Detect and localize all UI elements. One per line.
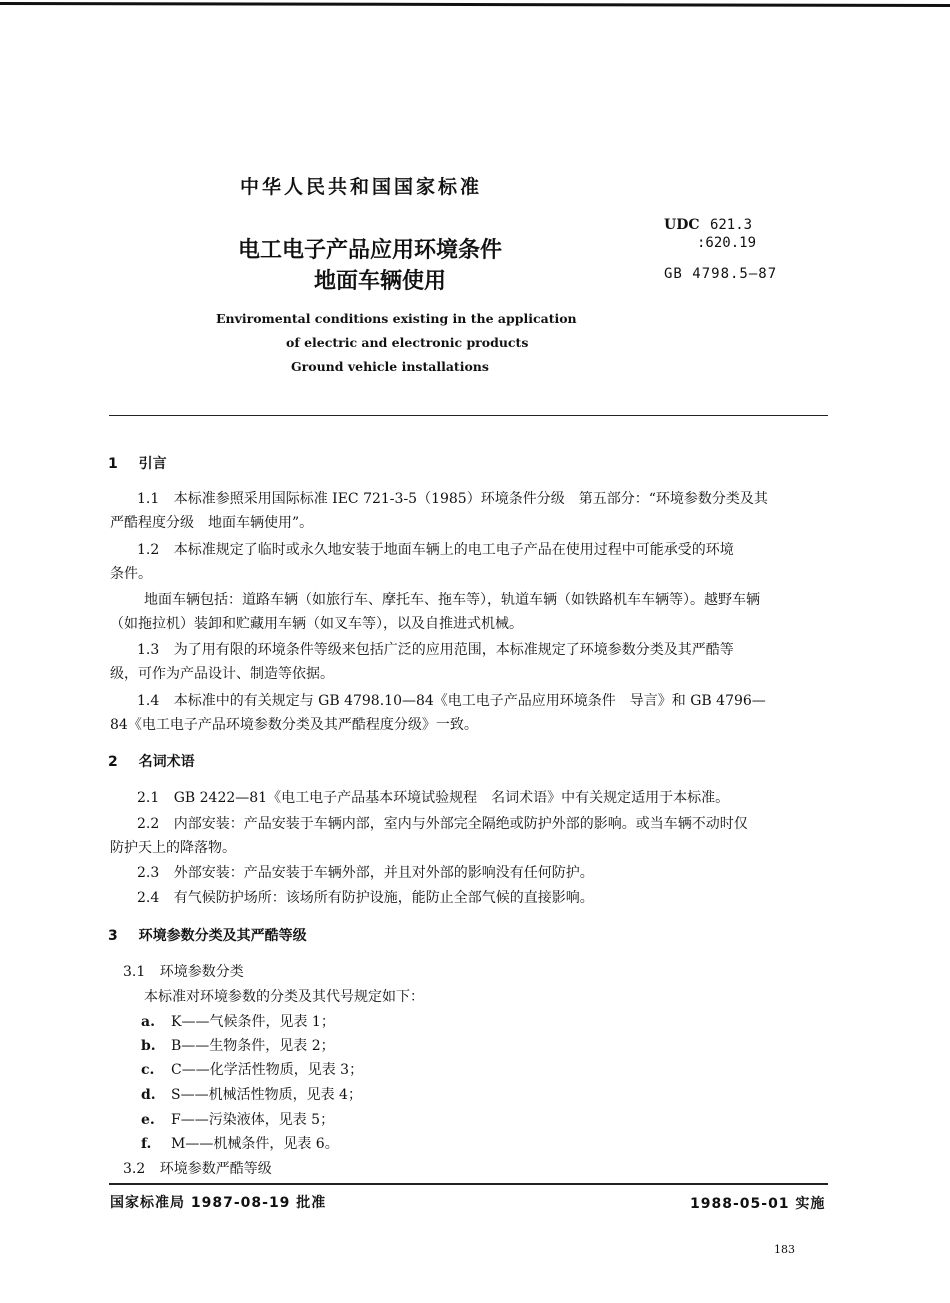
udc-code	[664, 217, 752, 233]
paragraph-2-3: 2.3 外部安装：产品安装于车辆外部，并且对外部的影响没有任何防护。	[137, 865, 594, 881]
list-item-label: a.	[141, 1014, 155, 1030]
paragraph-1-4: 1.4 本标准中的有关规定与 GB 4798.10—84《电工电子产品应用环境条件 导言》和 GB 4796—	[137, 693, 766, 709]
paragraph-1-3-cont: 级，可作为产品设计、制造等依据。	[110, 666, 334, 682]
list-item	[141, 1135, 339, 1153]
national-standard-heading: 中华人民共和国国家标准	[240, 176, 483, 198]
gb-standard-code: GB 4798.5—87	[664, 266, 778, 282]
list-item	[141, 1037, 335, 1055]
implementation-date: 1988-05-01 实施	[690, 1196, 826, 1212]
list-item-text: F——污染液体，见表 5；	[171, 1112, 335, 1128]
english-title-line3: Ground vehicle installations	[291, 359, 489, 374]
paragraph-3-1-intro: 本标准对环境参数的分类及其代号规定如下：	[144, 989, 424, 1005]
section-1-heading	[108, 453, 167, 473]
list-item	[141, 1111, 334, 1129]
paragraph-vehicle-types: 地面车辆包括：道路车辆（如旅行车、摩托车、拖车等），轨道车辆（如铁路机车车辆等）。越野车辆	[144, 592, 760, 608]
clause-number: 1.4	[137, 693, 160, 709]
footer-divider	[109, 1183, 828, 1185]
paragraph-1-1: 1.1 本标准参照采用国际标准 IEC 721-3-5（1985）环境条件分级 第五部分：“环境参数分类及其	[137, 491, 768, 507]
section-2-number: 2	[108, 754, 118, 770]
english-title-line2: of electric and electronic products	[286, 335, 529, 350]
clause-number: 3.2	[123, 1161, 146, 1177]
document-title-line1: 电工电子产品应用环境条件	[238, 238, 503, 263]
section-2-heading	[108, 751, 195, 771]
list-item	[141, 1061, 363, 1079]
list-item-text: K——气候条件，见表 1；	[171, 1014, 335, 1030]
udc-value-line2: :620.19	[697, 235, 757, 251]
udc-label: UDC	[664, 217, 700, 233]
section-3-title: 环境参数分类及其严酷等级	[138, 928, 307, 944]
list-item-label: b.	[141, 1038, 156, 1054]
paragraph-1-2-cont: 条件。	[110, 566, 152, 582]
section-3-number: 3	[108, 928, 118, 944]
clause-number: 2.4	[137, 890, 160, 906]
paragraph-2-2-cont: 防护天上的降落物。	[110, 840, 236, 856]
paragraph-3-2: 3.2 环境参数严酷等级	[123, 1161, 272, 1177]
clause-number: 1.2	[137, 542, 160, 558]
list-item-label: f.	[141, 1136, 152, 1152]
clause-number: 2.3	[137, 865, 160, 881]
list-item	[141, 1086, 362, 1104]
udc-value-line1: 621.3	[709, 217, 753, 233]
list-item-text: M——机械条件，见表 6。	[171, 1136, 339, 1152]
section-3-heading	[108, 925, 307, 945]
list-item-label: d.	[141, 1087, 156, 1103]
section-2-title: 名词术语	[138, 754, 195, 770]
section-1-number: 1	[108, 456, 118, 472]
top-border-rule	[0, 0, 950, 9]
list-item-label: e.	[141, 1112, 155, 1128]
list-item-text: B——生物条件，见表 2；	[171, 1038, 335, 1054]
list-item	[141, 1013, 335, 1031]
paragraph-3-1: 3.1 环境参数分类	[123, 964, 244, 980]
paragraph-1-2: 1.2 本标准规定了临时或永久地安装于地面车辆上的电工电子产品在使用过程中可能承受的环境	[137, 542, 734, 558]
header-divider	[109, 415, 828, 416]
list-item-text: C——化学活性物质，见表 3；	[171, 1062, 364, 1078]
clause-number: 2.1	[137, 790, 160, 806]
paragraph-vehicle-types-cont: （如拖拉机）装卸和贮藏用车辆（如叉车等），以及自推进式机械。	[110, 616, 523, 632]
clause-number: 3.1	[123, 964, 146, 980]
clause-number: 2.2	[137, 816, 160, 832]
clause-number: 1.3	[137, 642, 160, 658]
section-1-title: 引言	[138, 456, 167, 472]
paragraph-2-4: 2.4 有气候防护场所：该场所有防护设施，能防止全部气候的直接影响。	[137, 890, 594, 906]
paragraph-1-3: 1.3 为了用有限的环境条件等级来包括广泛的应用范围，本标准规定了环境参数分类及其严酷等	[137, 642, 734, 658]
list-item-text: S——机械活性物质，见表 4；	[171, 1087, 362, 1103]
list-item-label: c.	[141, 1062, 155, 1078]
approval-date: 国家标准局 1987-08-19 批准	[110, 1195, 327, 1211]
paragraph-1-1-cont: 严酷程度分级 地面车辆使用”。	[110, 515, 314, 531]
document-title-line2: 地面车辆使用	[314, 269, 447, 294]
english-title-line1: Enviromental conditions existing in the application	[216, 311, 577, 326]
paragraph-2-2: 2.2 内部安装：产品安装于车辆内部，室内与外部完全隔绝或防护外部的影响。或当车辆不动时仅	[137, 816, 748, 832]
paragraph-1-4-cont: 84《电工电子产品环境参数分类及其严酷程度分级》一致。	[110, 717, 478, 733]
paragraph-2-1: 2.1 GB 2422—81《电工电子产品基本环境试验规程 名词术语》中有关规定适用于本标准。	[137, 790, 730, 806]
clause-number: 1.1	[137, 491, 160, 507]
page-number: 183	[774, 1243, 795, 1256]
